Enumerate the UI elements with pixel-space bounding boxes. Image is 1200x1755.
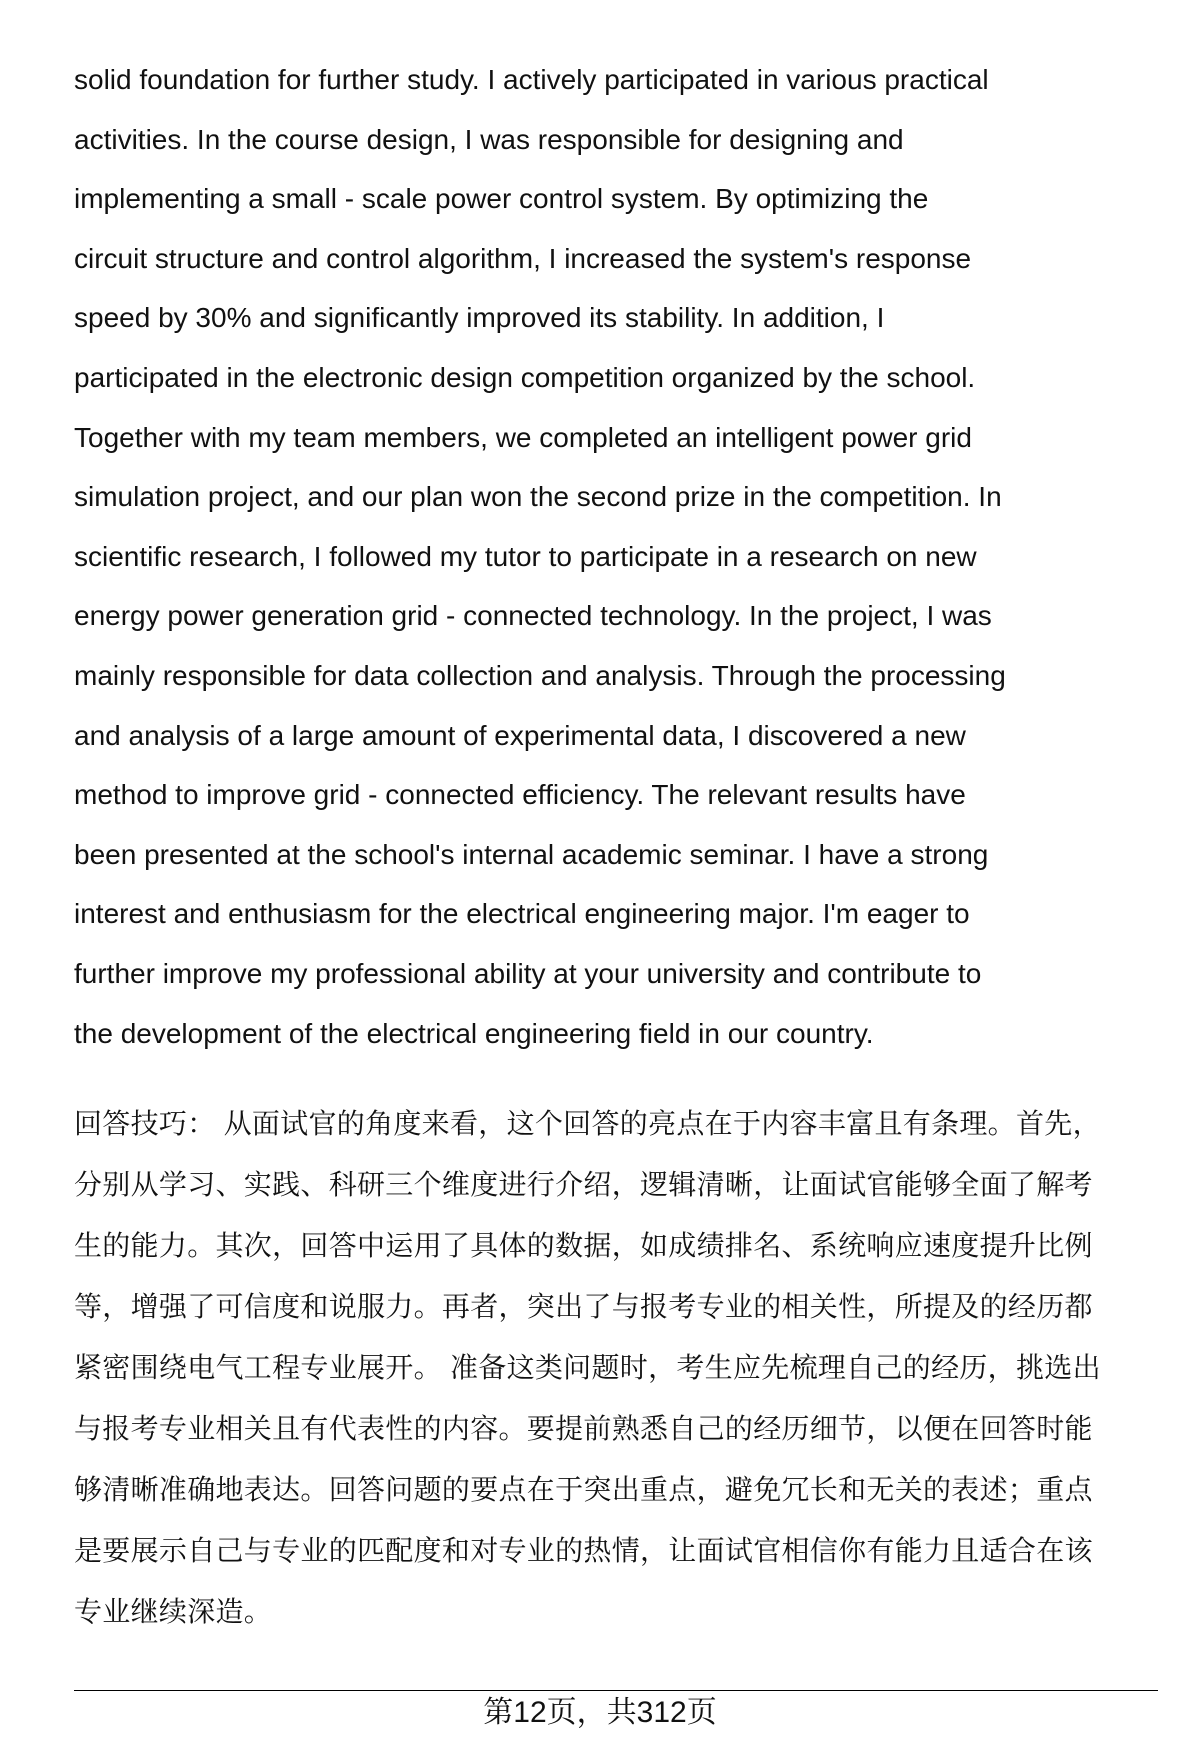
text-line: simulation project, and our plan won the second prize in the competition. In — [74, 481, 1002, 513]
text-line: Together with my team members, we completed an intelligent power grid — [74, 421, 972, 453]
text-line: 够清晰准确地表达。回答问题的要点在于突出重点，避免冗长和无关的表述；重点 — [74, 1474, 1093, 1505]
text-line: further improve my professional ability at your university and contribute to — [74, 957, 982, 989]
text-line: 专业继续深造。 — [74, 1596, 273, 1627]
text-line: been presented at the school's internal academic seminar. I have a strong — [74, 838, 989, 870]
text-line: and analysis of a large amount of experimental data, I discovered a new — [74, 719, 966, 751]
text-line: energy power generation grid - connected technology. In the project, I was — [74, 600, 992, 632]
text-line: interest and enthusiasm for the electrical engineering major. I'm eager to — [74, 898, 970, 930]
text-line: activities. In the course design, I was responsible for designing and — [74, 123, 904, 155]
text-line: participated in the electronic design competition organized by the school. — [74, 361, 976, 393]
text-line: method to improve grid - connected efficiency. The relevant results have — [74, 779, 966, 811]
text-line: scientific research, I followed my tutor to participate in a research on new — [74, 540, 977, 572]
text-line: implementing a small - scale power control system. By optimizing the — [74, 183, 929, 215]
text-line: 与报考专业相关且有代表性的内容。要提前熟悉自己的经历细节，以便在回答时能 — [74, 1413, 1093, 1444]
answer-paragraph — [74, 50, 1006, 1063]
text-line: 是要展示自己与专业的匹配度和对专业的热情，让面试官相信你有能力且适合在该 — [74, 1535, 1093, 1566]
text-line: speed by 30% and significantly improved its stability. In addition, I — [74, 302, 885, 334]
footer-divider — [74, 1690, 1158, 1691]
text-line: 生的能力。其次，回答中运用了具体的数据，如成绩排名、系统响应速度提升比例 — [74, 1230, 1093, 1261]
text-line: solid foundation for further study. I actively participated in various practical — [74, 64, 989, 95]
text-line: 回答技巧： 从面试官的角度来看，这个回答的亮点在于内容丰富且有条理。首先， — [74, 1108, 1101, 1139]
text-line: 分别从学习、实践、科研三个维度进行介绍，逻辑清晰，让面试官能够全面了解考 — [74, 1169, 1093, 1200]
tips-paragraph — [74, 1093, 1101, 1642]
text-line: 等，增强了可信度和说服力。再者，突出了与报考专业的相关性，所提及的经历都 — [74, 1291, 1093, 1322]
text-line: circuit structure and control algorithm, I increased the system's response — [74, 242, 972, 274]
page-number: 第12页，共312页 — [483, 1696, 717, 1729]
text-line: mainly responsible for data collection and analysis. Through the processing — [74, 659, 1006, 691]
text-line: 紧密围绕电气工程专业展开。 准备这类问题时，考生应先梳理自己的经历，挑选出 — [74, 1352, 1101, 1383]
text-line: the development of the electrical engineering field in our country. — [74, 1017, 874, 1049]
